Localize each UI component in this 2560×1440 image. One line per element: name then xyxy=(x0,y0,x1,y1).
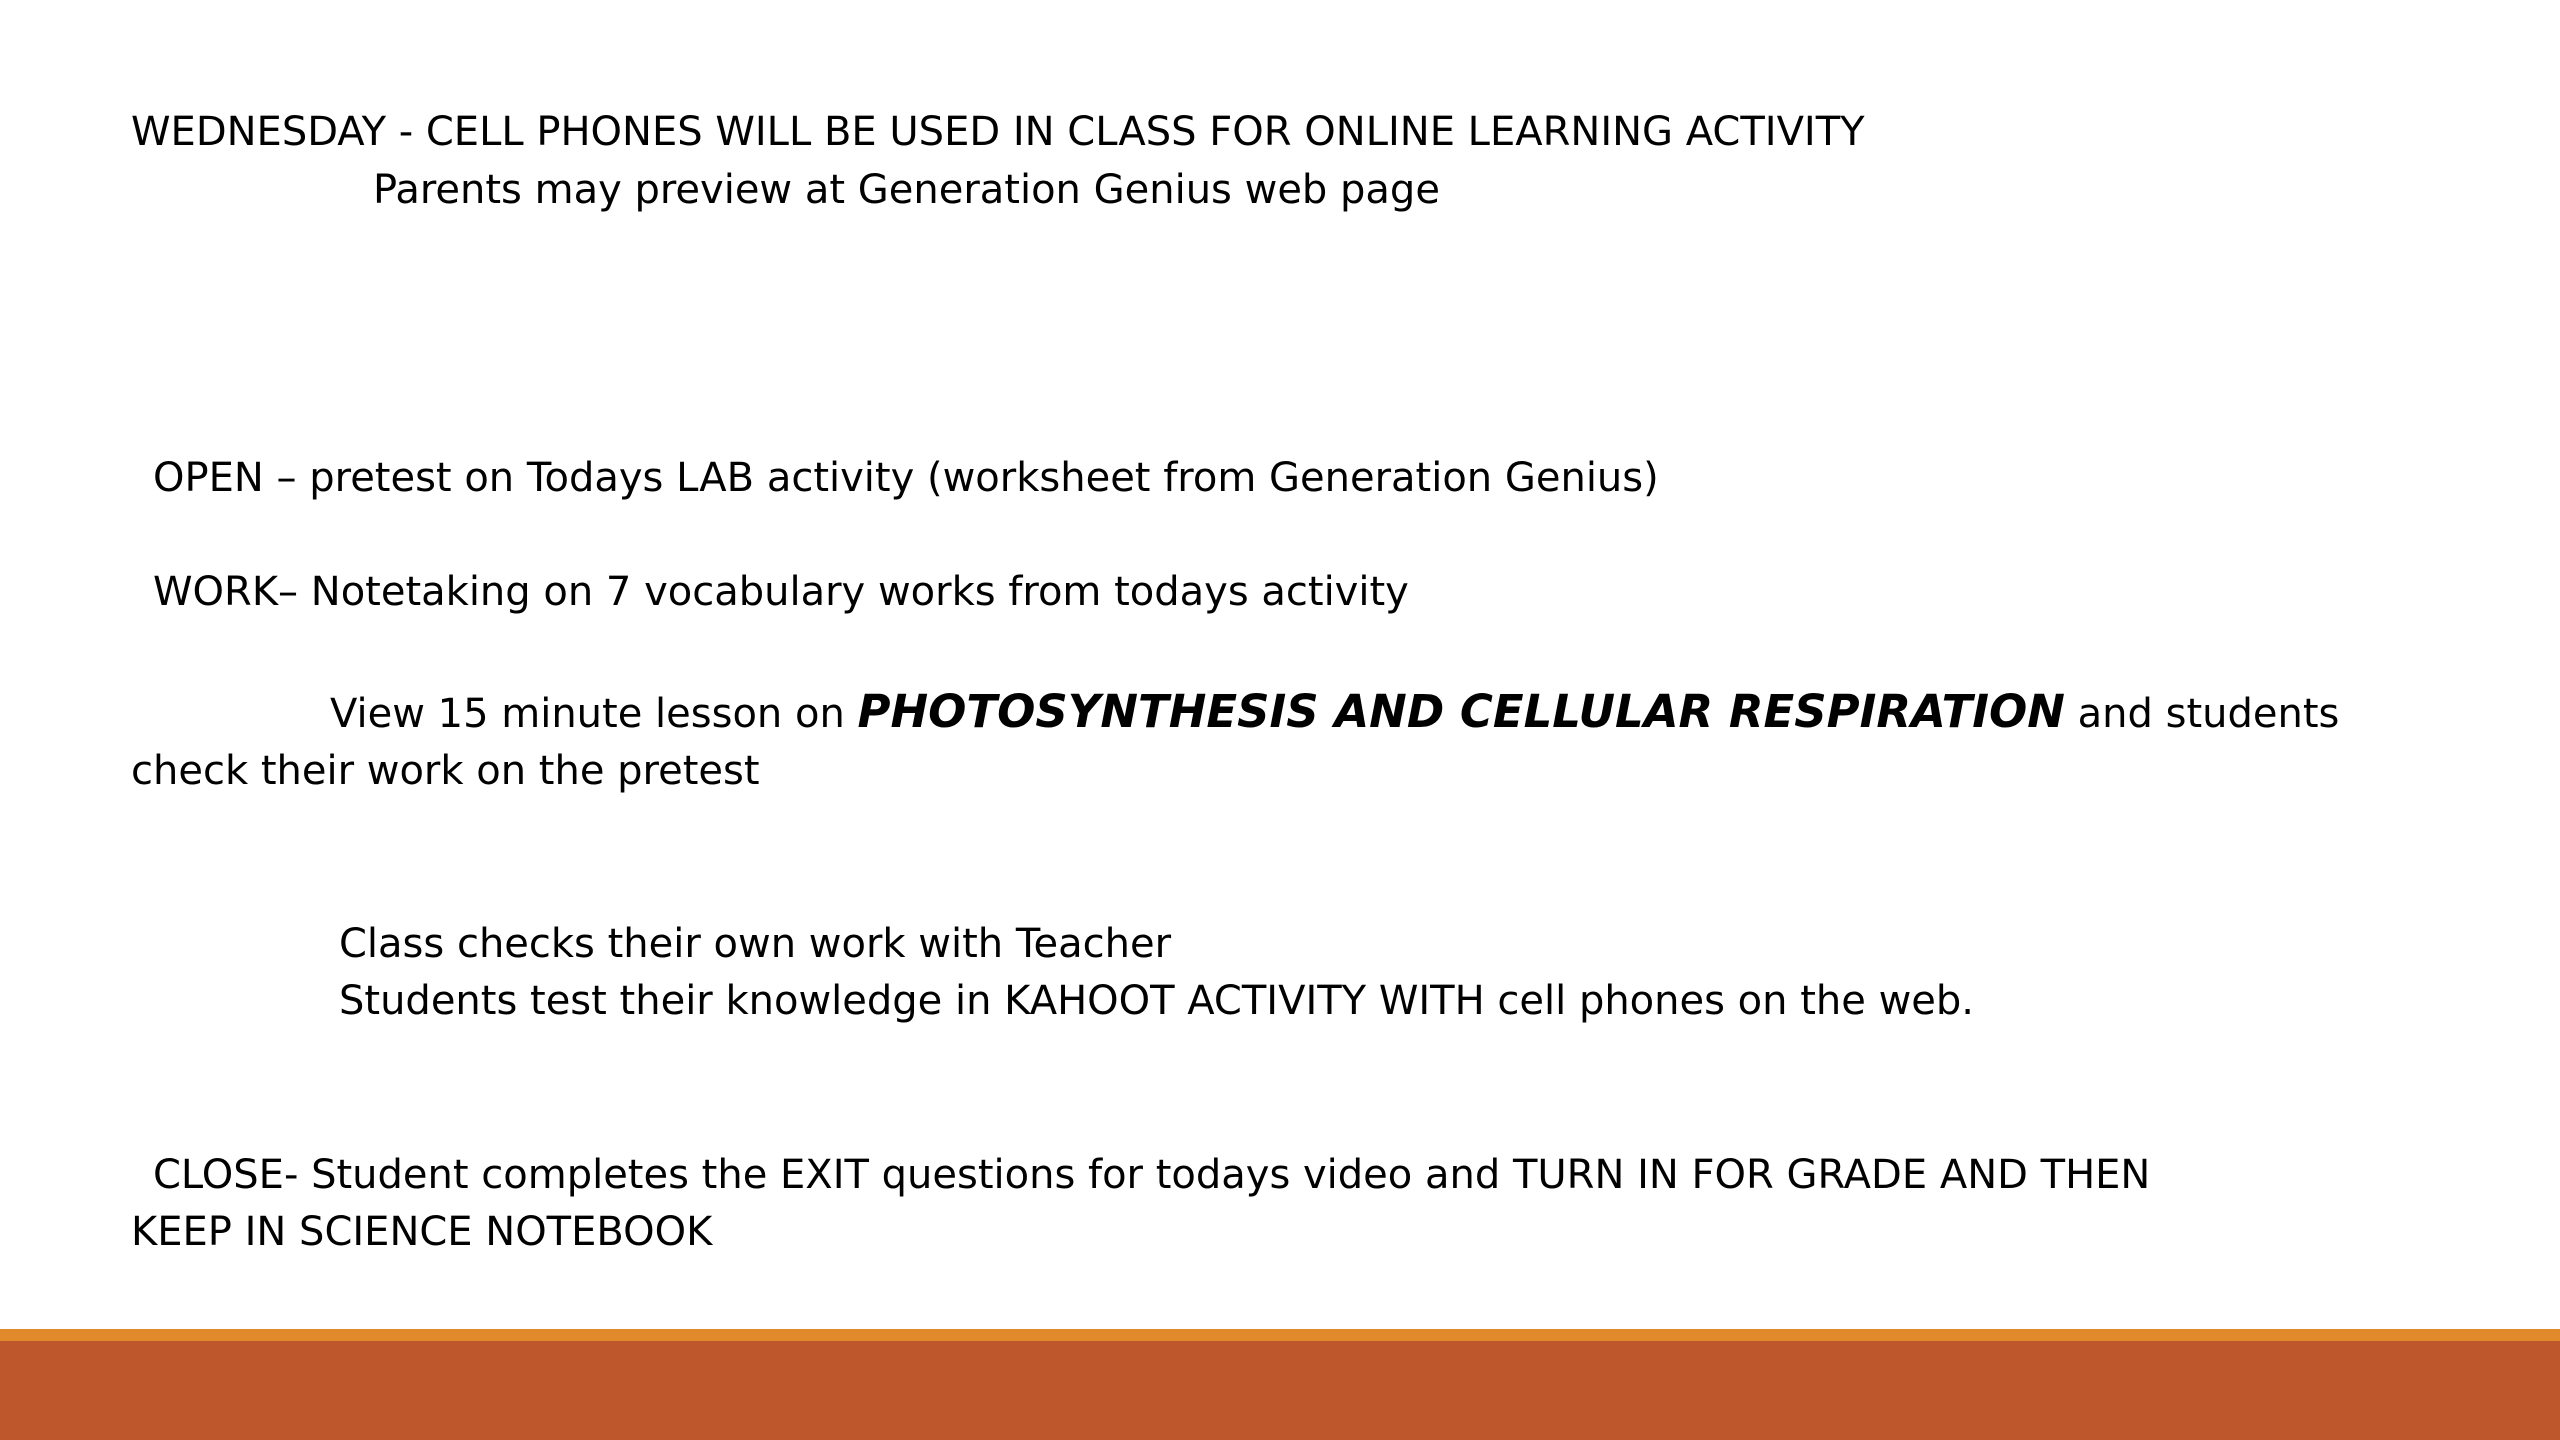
view-prefix: View 15 minute lesson on xyxy=(330,691,858,737)
close-line-1: CLOSE- Student completes the EXIT questions for todays video and TURN IN FOR GRADE AND THEN xyxy=(153,1152,2151,1198)
header-line-2: Parents may preview at Generation Genius web page xyxy=(373,167,1440,213)
view-lesson-line xyxy=(330,684,2339,742)
close-line-2: KEEP IN SCIENCE NOTEBOOK xyxy=(131,1209,713,1255)
header-line-1: WEDNESDAY - CELL PHONES WILL BE USED IN CLASS FOR ONLINE LEARNING ACTIVITY xyxy=(131,109,1865,155)
footer-band xyxy=(0,1341,2560,1440)
students-test-line: Students test their knowledge in KAHOOT ACTIVITY WITH cell phones on the web. xyxy=(339,978,1974,1024)
view-lesson-continuation: check their work on the pretest xyxy=(131,748,760,794)
work-line: WORK– Notetaking on 7 vocabulary works from todays activity xyxy=(153,569,1409,615)
view-suffix: and students xyxy=(2064,691,2340,737)
lesson-title-emphasis: PHOTOSYNTHESIS AND CELLULAR RESPIRATION xyxy=(857,685,2065,738)
class-checks-line: Class checks their own work with Teacher xyxy=(339,921,1172,967)
open-line: OPEN – pretest on Todays LAB activity (worksheet from Generation Genius) xyxy=(153,455,1659,501)
footer-accent-stripe xyxy=(0,1329,2560,1341)
